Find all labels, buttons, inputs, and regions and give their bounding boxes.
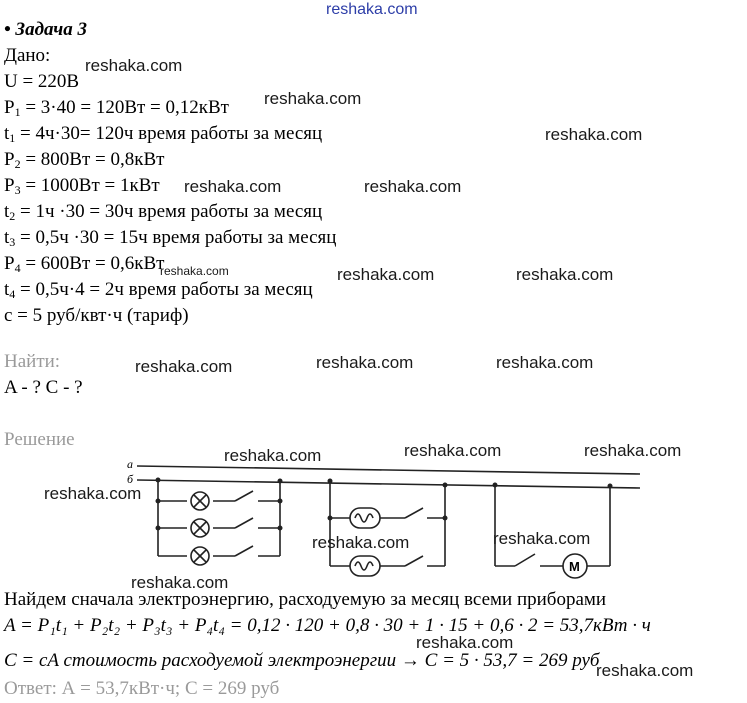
given-value: = 3·40 = 120Вт = 0,12кВт [20, 97, 229, 118]
given-symbol: t [4, 279, 10, 300]
watermark: reshaka.com [596, 661, 694, 680]
given-line [4, 148, 164, 176]
watermark: reshaka.com [264, 89, 362, 108]
given-symbol: P [4, 149, 15, 170]
watermark: reshaka.com [85, 56, 183, 75]
find-label: Найти: [4, 351, 61, 372]
given-symbol: t [4, 123, 10, 144]
given-symbol: P [4, 97, 15, 118]
task-title: • Задача 3 [4, 19, 87, 40]
circuit-diagram [115, 456, 645, 591]
solution-label: Решение [4, 429, 75, 450]
given-symbol: U = 220В [4, 71, 80, 92]
given-line [4, 252, 164, 280]
watermark: reshaka.com [545, 125, 643, 144]
watermark: reshaka.com [364, 177, 462, 196]
watermark: reshaka.com [493, 529, 591, 548]
given-value: = 600Вт = 0,6кВт [20, 253, 165, 274]
given-symbol: t [4, 227, 10, 248]
answer: Ответ: А = 53,7кВт·ч; С = 269 руб [4, 678, 280, 699]
given-line [4, 200, 322, 228]
given-line [4, 122, 322, 150]
given-subscript: 1 [14, 105, 21, 119]
watermark: reshaka.com [44, 484, 142, 503]
given-value: = 800Вт = 0,8кВт [20, 149, 165, 170]
given-line [4, 70, 79, 94]
given-subscript: 2 [9, 209, 16, 223]
watermark: reshaka.com [224, 446, 322, 465]
watermark: reshaka.com [135, 357, 233, 376]
given-value: = 0,5ч·4 = 2ч время работы за месяц [15, 279, 313, 300]
given-value: = 1ч ·30 = 30ч время работы за месяц [15, 201, 323, 222]
formula-energy: A = P₁t₁ + P₂t₂ + P₃t₃ + P₄t₄ = 0,12 · 120 + 0,8 · 30 + 1 · 15 + 0,6 · 2 = 53,7кВт · ч [4, 615, 651, 636]
watermark: reshaka.com [416, 633, 514, 652]
bus-b-label: б [127, 472, 134, 486]
given-value: = 0,5ч ·30 = 15ч время работы за месяц [15, 227, 337, 248]
motor-label: М [569, 559, 580, 574]
watermark: reshaka.com [404, 441, 502, 460]
intro-text: Найдем сначала электроэнергию, расходуемую за месяц всеми приборами [4, 589, 607, 610]
given-subscript: 4 [14, 261, 21, 275]
given-subscript: 1 [9, 131, 16, 145]
bus-a-label: а [127, 457, 133, 471]
watermark: reshaka.com [326, 1, 418, 18]
watermark: reshaka.com [496, 353, 594, 372]
watermark: reshaka.com [312, 533, 410, 552]
given-line [4, 304, 189, 328]
given-line [4, 226, 336, 254]
given-subscript: 3 [9, 235, 16, 249]
find-text: A - ? C - ? [4, 377, 83, 398]
watermark: reshaka.com [516, 265, 614, 284]
given-line [4, 96, 229, 124]
given-symbol: c = 5 руб/квт·ч (тариф) [4, 305, 189, 326]
given-label: Дано: [4, 45, 51, 66]
given-subscript: 4 [9, 287, 16, 301]
watermark: reshaka.com [131, 573, 229, 592]
given-value: = 4ч·30= 120ч время работы за месяц [15, 123, 323, 144]
given-line [4, 174, 160, 202]
watermark: reshaka.com [316, 353, 414, 372]
given-subscript: 3 [14, 183, 21, 197]
given-symbol: P [4, 253, 15, 274]
given-line [4, 278, 313, 306]
watermark: reshaka.com [184, 177, 282, 196]
watermark: reshaka.com [160, 264, 229, 278]
watermark: reshaka.com [584, 441, 682, 460]
watermark: reshaka.com [337, 265, 435, 284]
formula-cost: C = cA стоимость расходуемой электроэнергии → C = 5 · 53,7 = 269 руб [4, 650, 600, 671]
given-symbol: P [4, 175, 15, 196]
given-value: = 1000Вт = 1кВт [20, 175, 160, 196]
given-symbol: t [4, 201, 10, 222]
given-subscript: 2 [14, 157, 21, 171]
